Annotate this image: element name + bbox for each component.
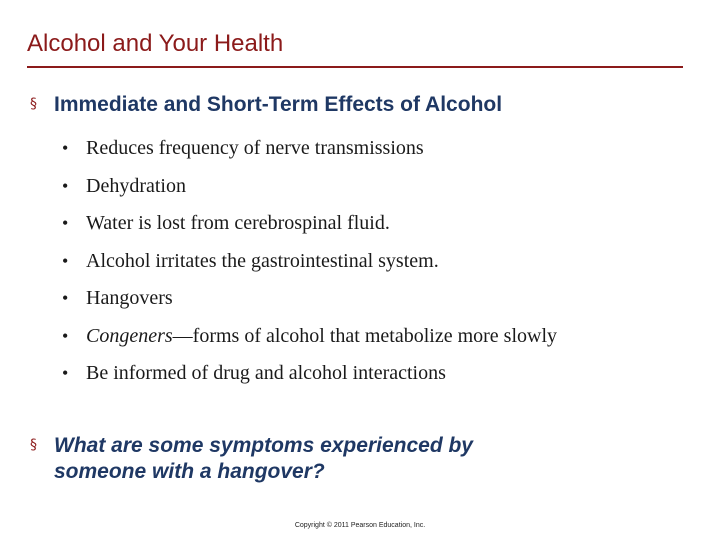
list-item [62,355,557,393]
section-heading-text: Immediate and Short-Term Effects of Alcohol [54,93,503,116]
list-item [62,243,557,281]
list-item-text: Water is lost from cerebrospinal fluid. [86,212,390,235]
question-line-2: someone with a hangover? [54,460,325,483]
bullet-icon: • [62,213,69,234]
question-line-1: What are some symptoms experienced by [54,434,473,457]
bullet-icon: • [62,250,69,271]
bullet-icon: • [62,175,69,196]
list-item [62,318,557,356]
question-text [54,433,473,485]
list-item [62,130,557,168]
bullet-icon: • [62,138,69,159]
question-bullet-icon: § [30,437,37,453]
list-item [62,205,557,243]
effects-list [62,130,557,393]
list-item-text: Be informed of drug and alcohol interactions [86,362,446,385]
list-item-text: Dehydration [86,174,186,197]
list-item-text: Reduces frequency of nerve transmissions [86,137,424,160]
section-heading [30,92,502,118]
title-divider [27,66,683,68]
list-item-text: Hangovers [86,287,173,310]
list-item-text: Alcohol irritates the gastrointestinal system. [86,249,439,272]
list-item-text: —forms of alcohol that metabolize more slowly [172,324,558,347]
section-bullet-icon: § [30,96,37,112]
bullet-icon: • [62,325,69,346]
discussion-question [30,433,473,485]
list-item [62,280,557,318]
bullet-icon: • [62,288,69,309]
copyright-notice: Copyright © 2011 Pearson Education, Inc. [294,522,426,529]
list-item [62,168,557,206]
slide-title: Alcohol and Your Health [27,30,284,57]
key-term: Congeners [86,324,173,347]
bullet-icon: • [62,363,69,384]
